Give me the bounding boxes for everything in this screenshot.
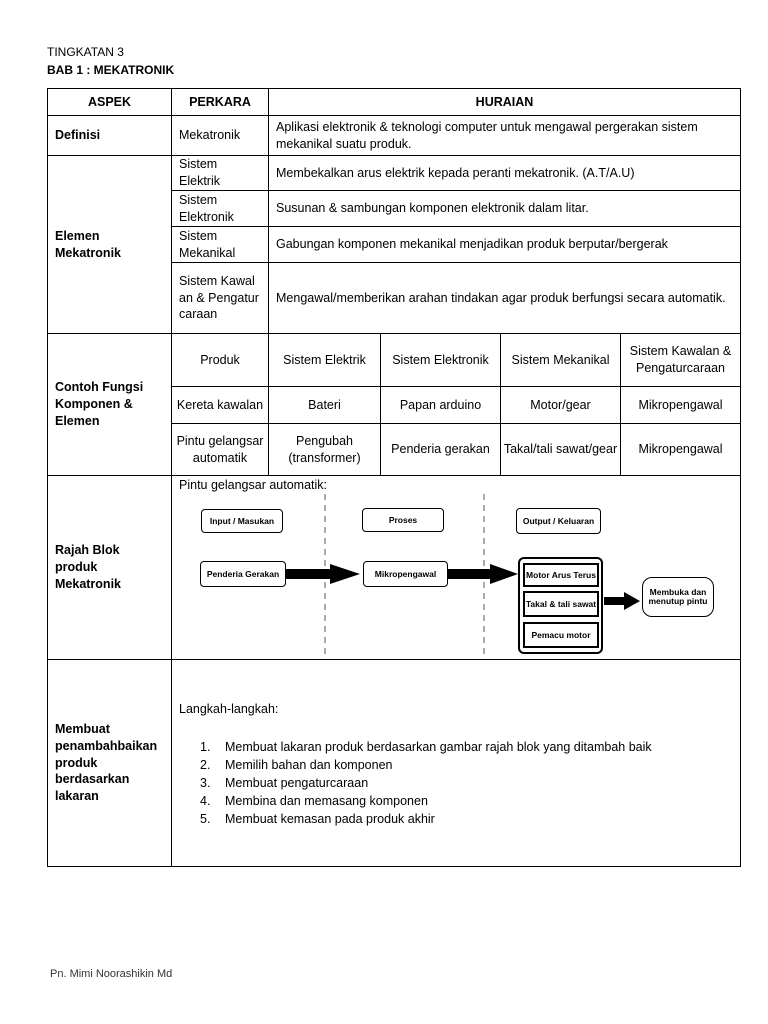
block-pemacu: Pemacu motor	[523, 622, 599, 648]
contoh-header-produk: Produk	[171, 333, 269, 387]
col-header-huraian: HURAIAN	[268, 88, 741, 116]
contoh-pintu-elektronik: Penderia gerakan	[380, 423, 501, 476]
contoh-header-mekanikal: Sistem Mekanikal	[500, 333, 621, 387]
footer-author: Pn. Mimi Noorashikin Md	[50, 968, 173, 980]
block-input: Input / Masukan	[201, 509, 283, 533]
aspek-definisi: Definisi	[47, 115, 172, 156]
step-3: 3. Membuat pengaturcaraan	[200, 776, 369, 790]
contoh-pintu-elektrik: Pengubah (transformer)	[268, 423, 381, 476]
col-header-aspek: ASPEK	[47, 88, 172, 116]
contoh-kereta-kawalan: Mikropengawal	[620, 386, 741, 424]
step-2: 2. Memilih bahan dan komponen	[200, 758, 393, 772]
huraian-sistem-kawalan: Mengawal/memberikan arahan tindakan agar produk berfungsi secara automatik.	[268, 262, 741, 334]
header-chapter: BAB 1 : MEKATRONIK	[47, 63, 175, 77]
langkah-intro: Langkah-langkah:	[179, 702, 279, 716]
huraian-definisi: Aplikasi elektronik & teknologi computer untuk mengawal pergerakan sistem mekanikal suatu produk.	[268, 115, 741, 156]
contoh-header-elektronik: Sistem Elektronik	[380, 333, 501, 387]
perkara-sistem-mekanikal: Sistem Mekanikal	[171, 226, 269, 263]
huraian-sistem-mekanikal: Gabungan komponen mekanikal menjadikan produk berputar/bergerak	[268, 226, 741, 263]
block-penderia: Penderia Gerakan	[200, 561, 286, 587]
block-membuka: Membuka dan menutup pintu	[642, 577, 714, 617]
contoh-pintu-kawalan: Mikropengawal	[620, 423, 741, 476]
aspek-membuat: Membuat penambahbaikan produk berdasarkan lakaran	[47, 659, 172, 867]
step-1: 1. Membuat lakaran produk berdasarkan gambar rajah blok yang ditambah baik	[200, 740, 652, 754]
step-2-text: Memilih bahan dan komponen	[225, 758, 393, 772]
step-5: 5. Membuat kemasan pada produk akhir	[200, 812, 435, 826]
perkara-mekatronik: Mekatronik	[171, 115, 269, 156]
contoh-produk-pintu: Pintu gelangsar automatik	[171, 423, 269, 476]
block-takal: Takal & tali sawat	[523, 591, 599, 617]
step-3-text: Membuat pengaturcaraan	[225, 776, 369, 790]
contoh-pintu-mekanikal: Takal/tali sawat/gear	[500, 423, 621, 476]
contoh-kereta-elektronik: Papan arduino	[380, 386, 501, 424]
perkara-sistem-elektrik: Sistem Elektrik	[171, 155, 269, 191]
huraian-sistem-elektrik: Membekalkan arus elektrik kepada peranti mekatronik. (A.T/A.U)	[268, 155, 741, 191]
col-header-perkara: PERKARA	[171, 88, 269, 116]
huraian-sistem-elektronik: Susunan & sambungan komponen elektronik dalam litar.	[268, 190, 741, 227]
perkara-sistem-kawalan: Sistem Kawalan & Pengaturcaraan	[171, 262, 269, 334]
step-1-text: Membuat lakaran produk berdasarkan gambar rajah blok yang ditambah baik	[225, 740, 652, 754]
step-5-text: Membuat kemasan pada produk akhir	[225, 812, 435, 826]
aspek-rajah: Rajah Blok produk Mekatronik	[47, 475, 172, 660]
step-4-text: Membina dan memasang komponen	[225, 794, 428, 808]
contoh-kereta-elektrik: Bateri	[268, 386, 381, 424]
contoh-kereta-mekanikal: Motor/gear	[500, 386, 621, 424]
contoh-header-elektrik: Sistem Elektrik	[268, 333, 381, 387]
contoh-header-kawalan: Sistem Kawalan & Pengaturcaraan	[620, 333, 741, 387]
steps-list	[200, 738, 652, 828]
aspek-contoh: Contoh Fungsi Komponen & Elemen	[47, 333, 172, 476]
aspek-elemen: Elemen Mekatronik	[47, 155, 172, 334]
step-4: 4. Membina dan memasang komponen	[200, 794, 428, 808]
block-mikropengawal: Mikropengawal	[363, 561, 448, 587]
contoh-produk-kereta: Kereta kawalan	[171, 386, 269, 424]
rajah-title: Pintu gelangsar automatik:	[179, 478, 328, 492]
perkara-sistem-elektronik: Sistem Elektronik	[171, 190, 269, 227]
block-proses: Proses	[362, 508, 444, 532]
block-output: Output / Keluaran	[516, 508, 601, 534]
header-level: TINGKATAN 3	[47, 45, 124, 59]
block-motor: Motor Arus Terus	[523, 563, 599, 587]
